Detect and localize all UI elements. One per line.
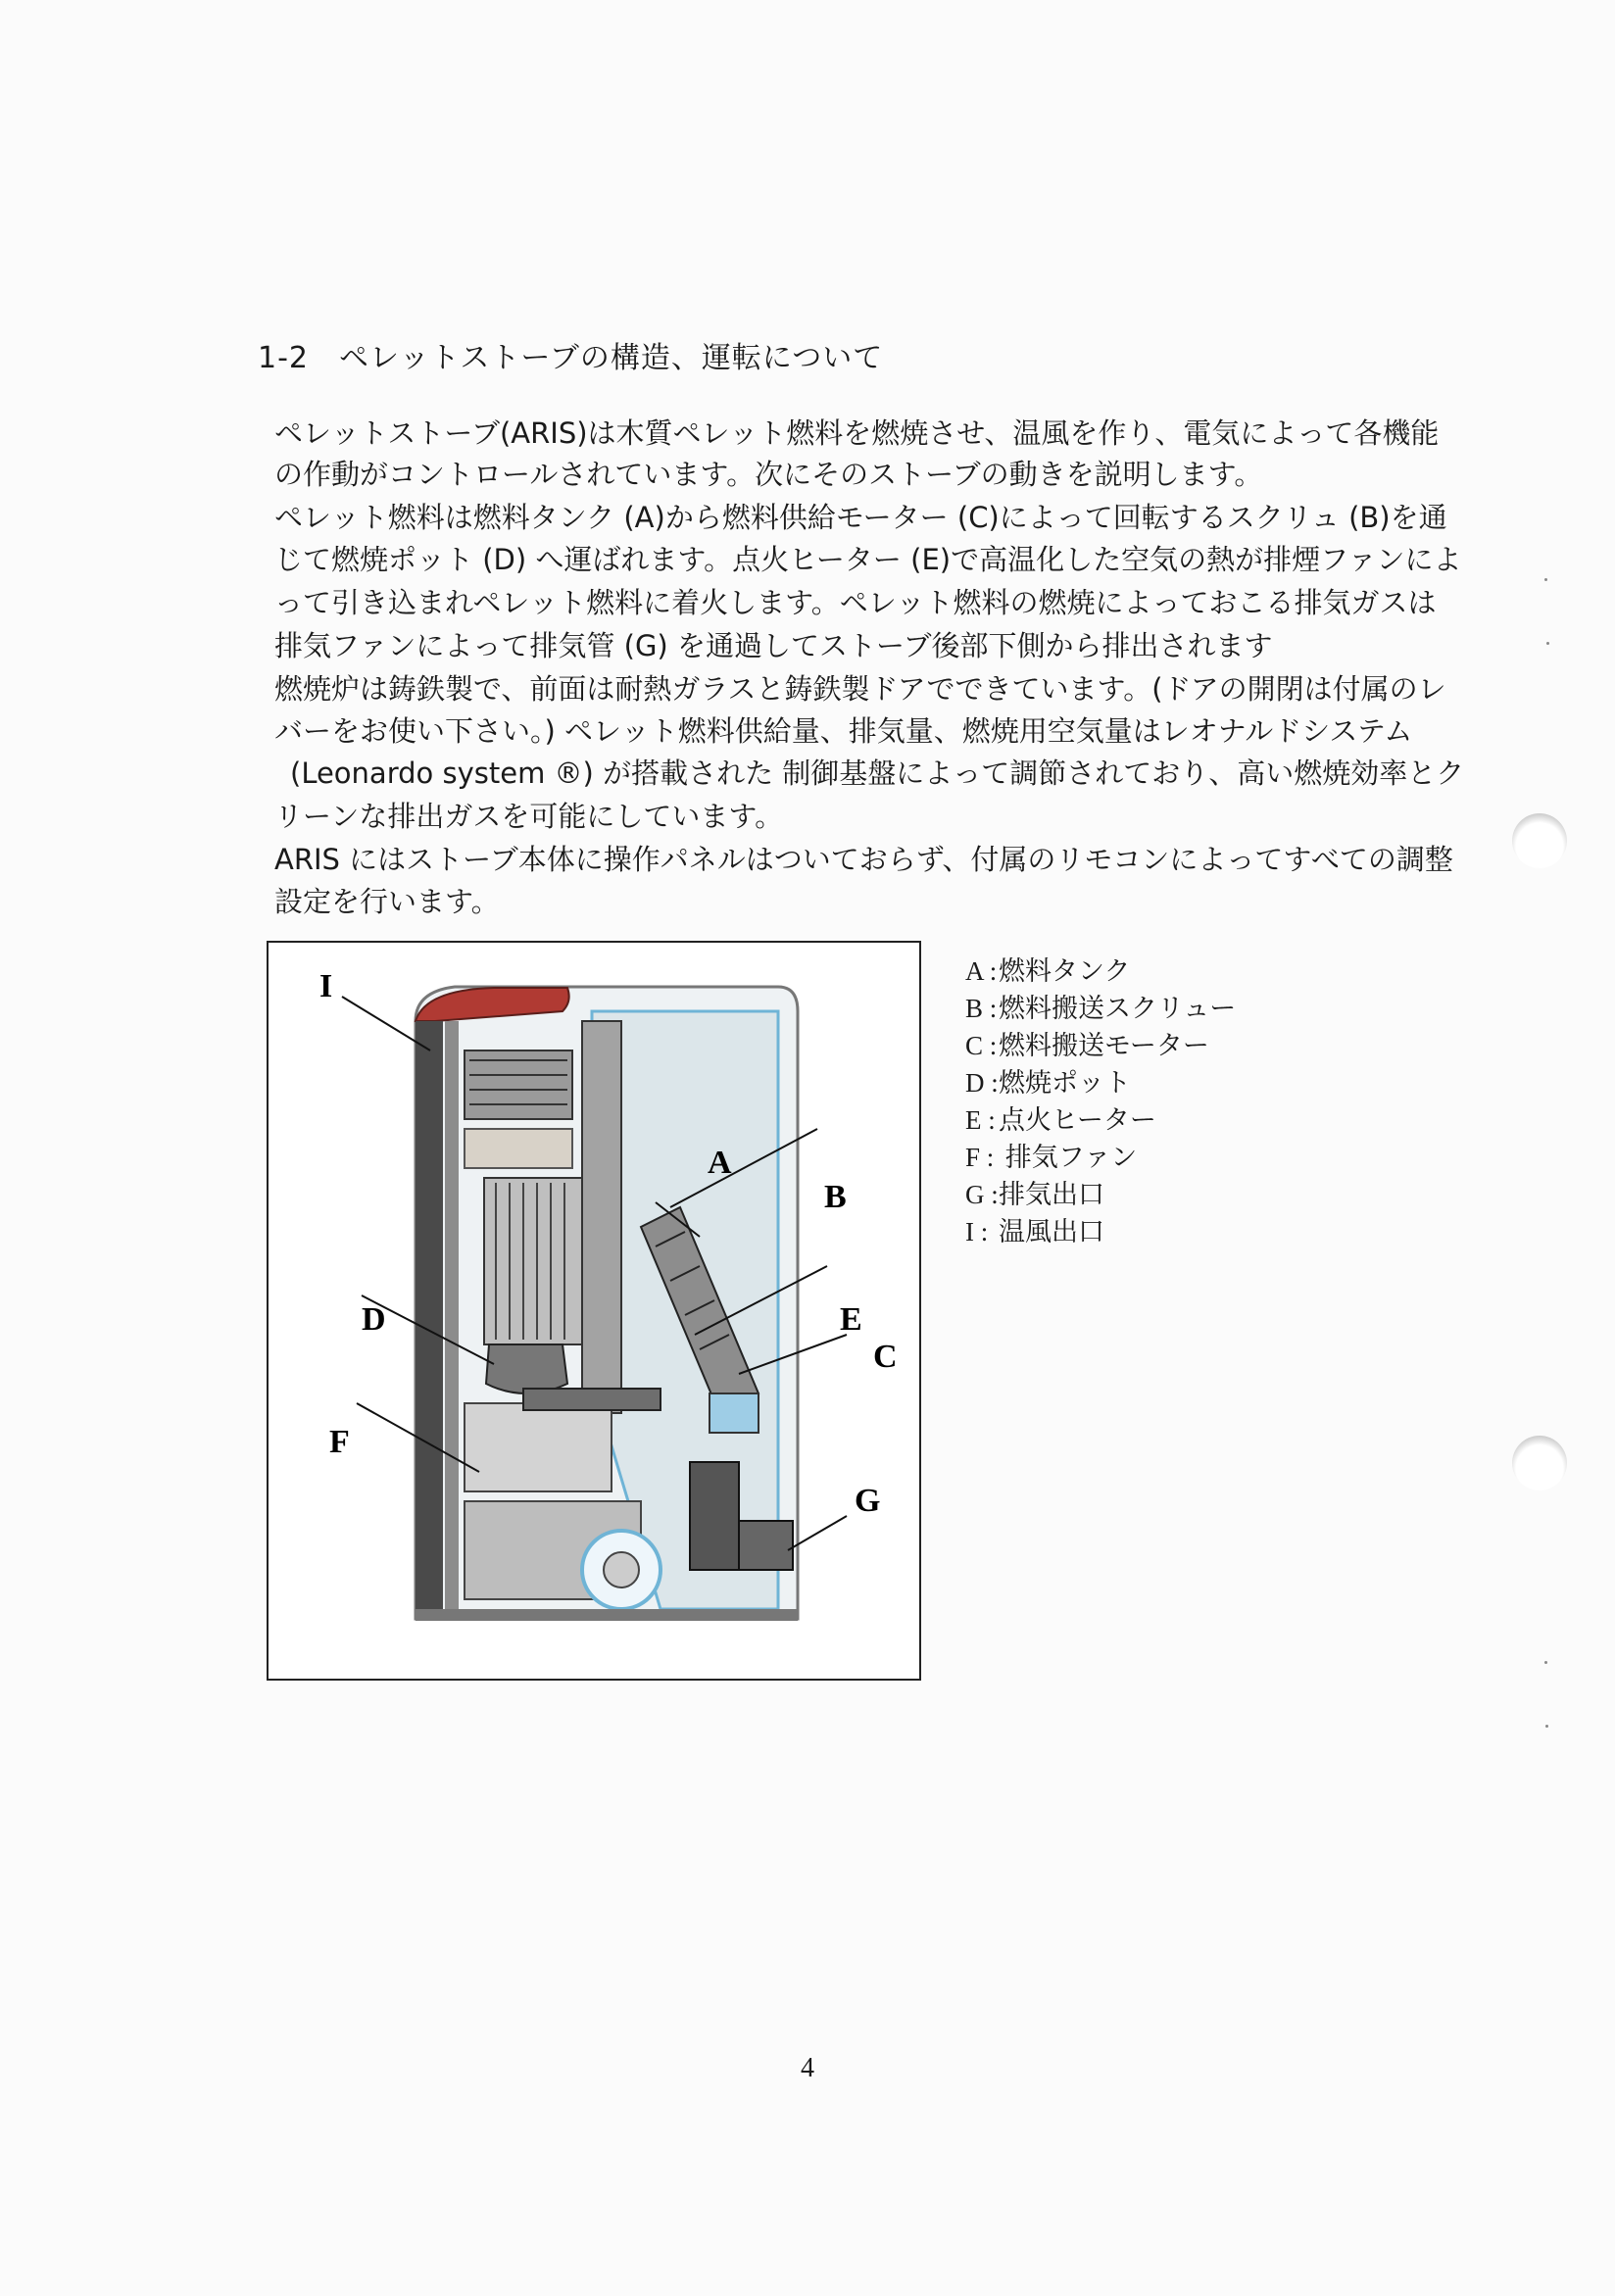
paragraph-line: じて燃焼ポット (D) へ運ばれます。点火ヒーター (E)で高温化した空気の熱が排煙ファンによ [274,543,1462,576]
label-C: C [873,1339,898,1375]
paragraph-line: って引き込まれペレット燃料に着火します。ペレット燃料の燃焼によっておこる排気ガスは [274,586,1437,619]
legend-key: B : [965,994,998,1023]
legend-text: 燃料搬送スクリュー [999,994,1237,1023]
scan-speck [1545,1725,1548,1728]
label-D: D [362,1301,386,1338]
scan-speck [1544,1661,1547,1664]
legend-key: G : [965,1180,999,1209]
legend-item [965,1176,1236,1213]
legend-text: 排気出口 [999,1180,1104,1209]
paragraph-line: (Leonardo system ®) が搭載された 制御基盤によって調節されており、高い燃焼効率とク [290,757,1465,790]
legend-text: 温風出口 [999,1217,1104,1246]
legend-key: C : [965,1031,998,1060]
label-A: A [708,1145,732,1181]
paragraph-line: リーンな排出ガスを可能にしています。 [274,800,784,833]
label-I: I [319,968,333,1004]
legend-text: 燃料タンク [999,956,1131,986]
scan-speck [1544,578,1547,581]
legend-text: 点火ヒーター [999,1105,1156,1135]
legend-item [965,1101,1236,1139]
legend-text: 燃料搬送モーター [999,1031,1209,1060]
legend-text: 燃焼ポット [999,1068,1131,1098]
paragraph-line: ペレット燃料は燃料タンク (A)から燃料供給モーター (C)によって回転するスクリュ (B)を通 [274,501,1447,534]
diagram-legend [965,953,1236,1250]
label-E: E [840,1301,862,1338]
binder-hole [1512,813,1567,868]
stove-diagram-frame [267,941,921,1681]
paragraph-line: バーをお使い下さい。) ペレット燃料供給量、排気量、燃焼用空気量はレオナルドシステム [274,714,1413,748]
label-B: B [824,1179,847,1215]
binder-hole [1512,1436,1567,1490]
legend-item [965,1139,1236,1176]
legend-item [965,1064,1236,1101]
stove-cutaway-diagram [269,943,919,1679]
paragraph-line: 燃焼炉は鋳鉄製で、前面は耐熱ガラスと鋳鉄製ドアでできています。(ドアの開閉は付属のレ [274,672,1446,706]
legend-item [965,1027,1236,1064]
label-G: G [855,1483,881,1519]
legend-key: I : [965,1217,989,1246]
paragraph-line: の作動がコントロールされています。次にそのストーブの動きを説明します。 [274,458,1263,491]
legend-key: E : [965,1105,996,1135]
paragraph-line: 排気ファンによって排気管 (G) を通過してストーブ後部下側から排出されます [274,629,1273,662]
label-F: F [329,1424,350,1460]
legend-text: 排気ファン [999,1143,1138,1172]
legend-item [965,1213,1236,1250]
legend-item [965,953,1236,990]
legend-key: D : [965,1068,999,1098]
legend-item [965,990,1236,1027]
paragraph-line: 設定を行います。 [274,885,500,918]
page-number: 4 [801,2053,814,2083]
legend-key: F : [965,1143,995,1172]
paragraph-line: ペレットストーブ(ARIS)は木質ペレット燃料を燃焼させ、温風を作り、電気によって各機能 [274,416,1440,450]
paragraph-line: ARIS にはストーブ本体に操作パネルはついておらず、付属のリモコンによってすべての調整 [274,843,1453,876]
section-heading: 1-2 ペレットストーブの構造、運転について [258,341,884,375]
legend-key: A : [965,956,998,986]
scan-speck [1546,642,1549,645]
